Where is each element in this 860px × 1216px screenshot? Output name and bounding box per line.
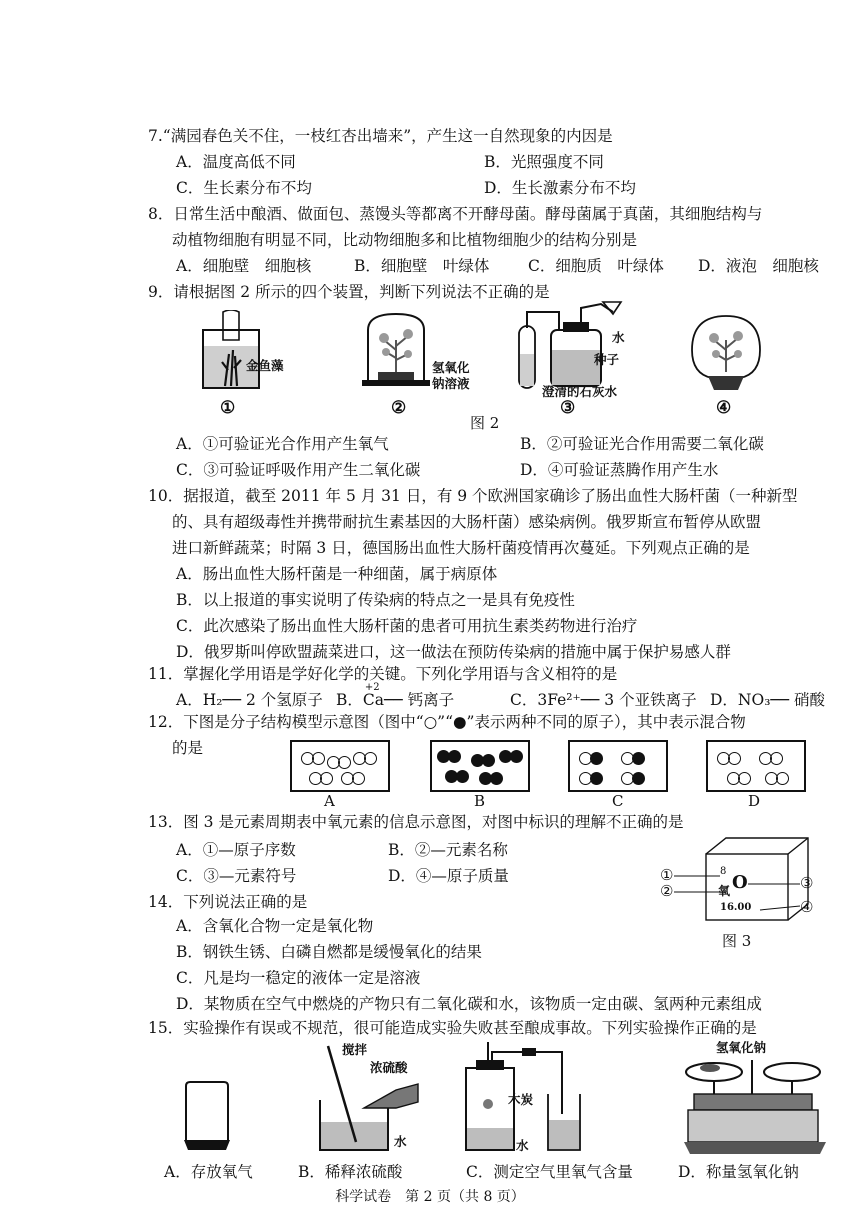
- figure3-mark-2: ②: [660, 882, 674, 900]
- q7-option-c: C．生长素分布不均: [176, 179, 312, 197]
- q14-option-a: A．含氧化合物一定是氧化物: [176, 917, 374, 935]
- q7-option-b: B．光照强度不同: [484, 153, 604, 171]
- apparatus-b-dilution: [314, 1038, 424, 1156]
- q13-option-b: B．②—元素名称: [388, 841, 508, 859]
- q10-option-b: B．以上报道的事实说明了传染病的特点之一是具有免疫性: [176, 591, 575, 609]
- q15-option-d: D．称量氢氧化钠: [678, 1163, 799, 1181]
- q8-option-b: B．细胞壁 叶绿体: [354, 257, 490, 275]
- figure2-num-2: ②: [391, 398, 407, 418]
- q15-option-a: A．存放氧气: [164, 1163, 253, 1181]
- q14-option-c: C．凡是均一稳定的液体一定是溶液: [176, 969, 421, 987]
- figure2-apparatus-2: [356, 310, 436, 392]
- figure3-mark-3: ③: [800, 874, 814, 892]
- apparatus-a-gas-bottle: [180, 1080, 234, 1154]
- q11-calcium-charge: +2: [364, 682, 380, 693]
- q10-option-a: A．肠出血性大肠杆菌是一种细菌，属于病原体: [176, 565, 498, 583]
- q13-option-d: D．④—原子质量: [388, 867, 509, 885]
- q11-stem: 11．掌握化学用语是学好化学的关键。下列化学用语与含义相符的是: [148, 665, 618, 683]
- label-water-c: 水: [516, 1138, 529, 1153]
- q8-stem-line2: 动植物细胞有明显不同，比动物细胞多和比植物细胞少的结构分别是: [172, 231, 638, 249]
- label-stirring: 搅拌: [342, 1042, 368, 1057]
- q8-option-c: C．细胞质 叶绿体: [528, 257, 664, 275]
- cell-atomic-mass: 16.00: [720, 902, 752, 913]
- q8-stem-line1: 8．日常生活中酿酒、做面包、蒸馒头等都离不开酵母菌。酵母菌属于真菌，其细胞结构与: [148, 205, 763, 223]
- model-box-d: [706, 740, 806, 792]
- q8-option-a: A．细胞壁 细胞核: [176, 257, 312, 275]
- q11-option-b-meaning: ── 钙离子: [384, 691, 455, 709]
- q9-option-b: B．②可验证光合作用需要二氧化碳: [520, 435, 764, 453]
- figure2-num-1: ①: [220, 398, 236, 418]
- q11-option-c: C．3Fe²⁺── 3 个亚铁离子: [510, 691, 697, 709]
- figure2-num-3: ③: [560, 398, 576, 418]
- model-box-b: [430, 740, 530, 792]
- q11-option-b-prefix: B．: [336, 691, 363, 709]
- cell-element-symbol: O: [732, 872, 748, 893]
- q7-option-d: D．生长激素分布不均: [484, 179, 636, 197]
- cell-atomic-number: 8: [720, 866, 727, 877]
- apparatus-d-balance: [680, 1050, 830, 1156]
- figure2-caption: 图 2: [470, 414, 500, 432]
- q15-option-c: C．测定空气里氧气含量: [466, 1163, 633, 1181]
- q14-option-d: D．某物质在空气中燃烧的产物只有二氧化碳和水，该物质一定由碳、氢两种元素组成: [176, 995, 762, 1013]
- model-letter-b: B: [474, 792, 486, 810]
- label-seeds: 种子: [594, 352, 620, 367]
- q11-calcium-text: Ca: [362, 691, 384, 709]
- q12-stem-line2: 的是: [172, 739, 204, 757]
- label-naoh-line1: 氢氧化: [432, 360, 470, 375]
- q15-option-b: B．稀释浓硫酸: [298, 1163, 403, 1181]
- page-footer: 科学试卷 第 2 页（共 8 页）: [335, 1189, 525, 1205]
- q9-stem: 9．请根据图 2 所示的四个装置，判断下列说法不正确的是: [148, 283, 550, 301]
- q9-option-c: C．③可验证呼吸作用产生二氧化碳: [176, 461, 421, 479]
- label-charcoal: 木炭: [508, 1092, 534, 1107]
- figure2-apparatus-3: [515, 300, 625, 392]
- q10-stem-line1: 10．据报道，截至 2011 年 5 月 31 日，有 9 个欧洲国家确诊了肠出血性大肠杆菌（一种新型: [148, 487, 798, 505]
- q10-option-d: D．俄罗斯叫停欧盟蔬菜进口，这一做法在预防传染病的措施中属于保护易感人群: [176, 643, 731, 661]
- label-limewater: 澄清的石灰水: [542, 384, 618, 399]
- q9-option-d: D．④可验证蒸腾作用产生水: [520, 461, 719, 479]
- label-naoh-d: 氢氧化钠: [716, 1040, 767, 1055]
- figure2-apparatus-1: [195, 310, 275, 392]
- q8-option-d: D．液泡 细胞核: [698, 257, 819, 275]
- figure3-mark-1: ①: [660, 866, 674, 884]
- q14-option-b: B．钢铁生锈、白磷自燃都是缓慢氧化的结果: [176, 943, 482, 961]
- label-water-b: 水: [394, 1134, 407, 1149]
- q10-stem-line3: 进口新鲜蔬菜；时隔 3 日，德国肠出血性大肠杆菌疫情再次蔓延。下列观点正确的是: [172, 539, 750, 557]
- q11-option-d: D．NO₃── 硝酸: [710, 691, 826, 709]
- q12-stem-line1: 12．下图是分子结构模型示意图（图中“○”“●”表示两种不同的原子），其中表示混合物: [148, 713, 746, 731]
- model-letter-d: D: [748, 792, 761, 810]
- q11-option-b: [336, 682, 455, 710]
- q11-option-a: A．H₂── 2 个氢原子: [176, 691, 323, 709]
- q9-option-a: A．①可验证光合作用产生氧气: [176, 435, 389, 453]
- label-naoh-line2: 钠溶液: [432, 376, 470, 391]
- cell-element-name: 氧: [718, 884, 731, 898]
- model-letter-a: A: [324, 792, 335, 810]
- model-box-a: [290, 740, 390, 792]
- q7-option-a: A．温度高低不同: [176, 153, 296, 171]
- figure2-num-4: ④: [716, 398, 732, 418]
- q7-stem: 7.“满园春色关不住，一枝红杏出墙来”，产生这一自然现象的内因是: [148, 127, 613, 145]
- label-jinyuzao: 金鱼藻: [246, 358, 284, 373]
- q13-stem: 13．图 3 是元素周期表中氧元素的信息示意图，对图中标识的理解不正确的是: [148, 813, 684, 831]
- q15-stem: 15．实验操作有误或不规范，很可能造成实验失败甚至酿成事故。下列实验操作正确的是: [148, 1019, 757, 1037]
- model-box-c: [568, 740, 668, 792]
- q10-stem-line2: 的、具有超级毒性并携带耐抗生素基因的大肠杆菌）感染病例。俄罗斯宣布暂停从欧盟: [172, 513, 762, 531]
- q11-calcium-symbol: [362, 682, 384, 710]
- q10-option-c: C．此次感染了肠出血性大肠杆菌的患者可用抗生素类药物进行治疗: [176, 617, 638, 635]
- q13-option-a: A．①—原子序数: [176, 841, 296, 859]
- q13-option-c: C．③—元素符号: [176, 867, 297, 885]
- figure3-mark-4: ④: [800, 898, 814, 916]
- model-letter-c: C: [612, 792, 624, 810]
- figure2-apparatus-4: [688, 314, 764, 394]
- label-water: 水: [612, 330, 625, 345]
- label-conc-sulfuric-acid: 浓硫酸: [370, 1060, 408, 1075]
- q14-stem: 14．下列说法正确的是: [148, 893, 308, 911]
- figure3-caption: 图 3: [722, 932, 752, 950]
